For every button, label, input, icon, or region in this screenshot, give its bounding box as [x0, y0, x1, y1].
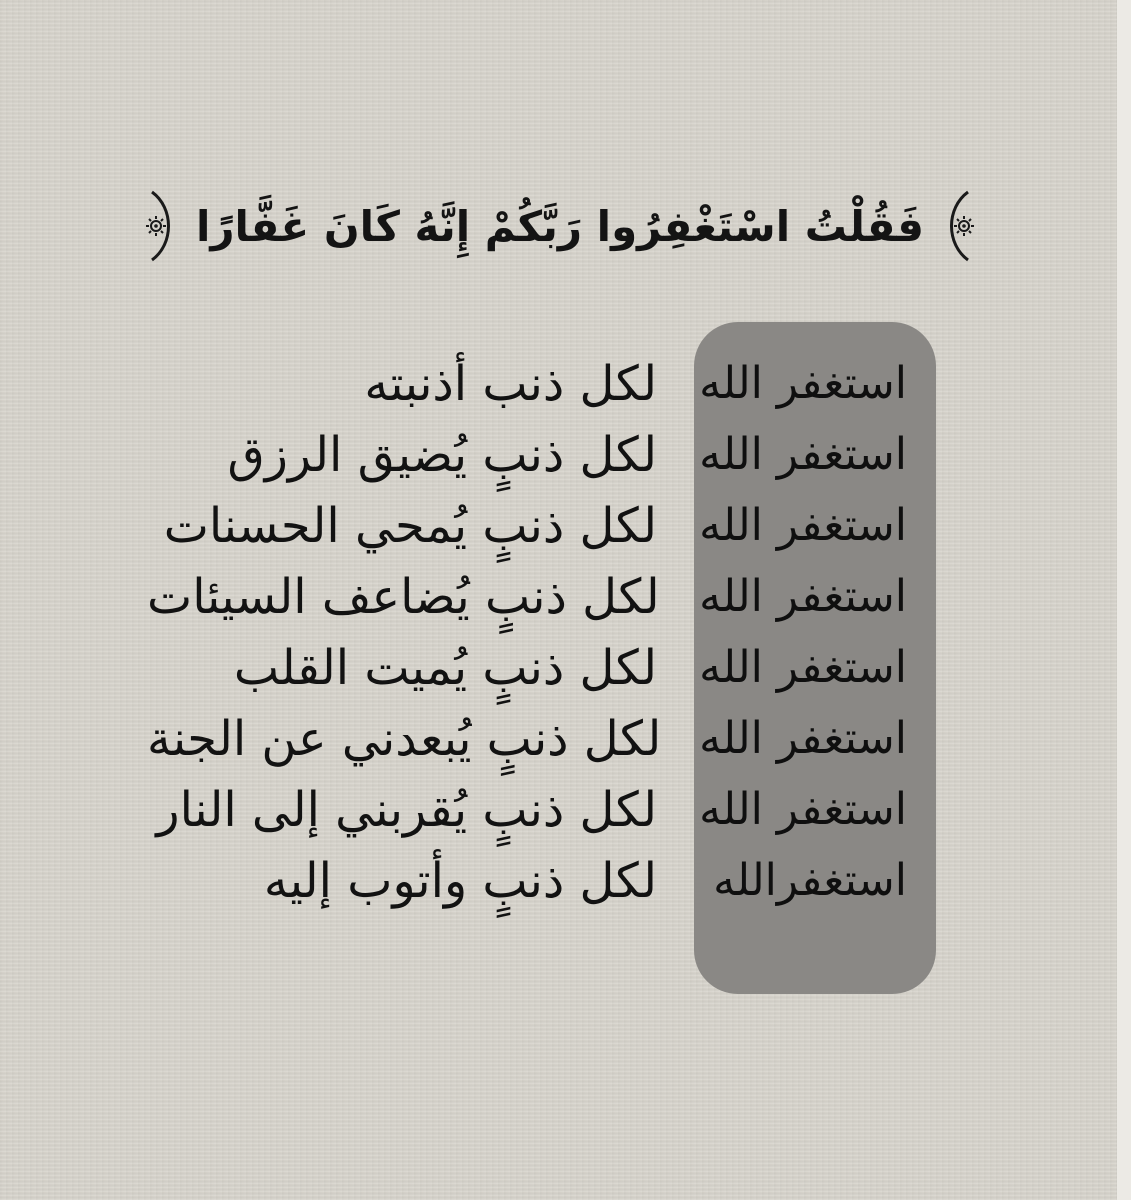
list-item	[147, 490, 907, 561]
decorative-bracket-icon	[938, 188, 982, 264]
list-item	[147, 845, 907, 916]
istighfar-label: استغفر الله	[699, 429, 907, 480]
list-item	[147, 419, 907, 490]
line-text: لكل ذنبٍ يُميت القلب	[233, 639, 657, 696]
istighfar-label: استغفر الله	[699, 784, 907, 835]
line-text: لكل ذنبٍ يُضيق الرزق	[227, 426, 657, 483]
list-item	[147, 703, 907, 774]
istighfar-label: استغفر الله	[699, 642, 907, 693]
quran-verse-heading	[150, 188, 970, 264]
istighfar-label: استغفر الله	[699, 500, 907, 551]
verse-text: فَقُلْتُ اسْتَغْفِرُوا رَبَّكُمْ إِنَّهُ كَانَ غَفَّارًا	[195, 201, 925, 251]
line-text: لكل ذنب أذنبته	[364, 355, 657, 412]
right-edge-strip	[1117, 0, 1131, 1200]
list-item	[147, 774, 907, 845]
line-text: لكل ذنبٍ يُمحي الحسنات	[163, 497, 657, 554]
istighfar-label: استغفرالله	[713, 855, 907, 906]
line-text: لكل ذنبٍ يُضاعف السيئات	[147, 568, 660, 625]
istighfar-list	[147, 348, 907, 916]
decorative-bracket-icon	[138, 188, 182, 264]
list-item	[147, 561, 907, 632]
istighfar-label: استغفر الله	[699, 358, 907, 409]
list-item	[147, 632, 907, 703]
istighfar-label: استغفر الله	[699, 713, 907, 764]
list-item	[147, 348, 907, 419]
line-text: لكل ذنبٍ وأتوب إليه	[263, 852, 657, 909]
istighfar-label: استغفر الله	[699, 571, 907, 622]
line-text: لكل ذنبٍ يُبعدني عن الجنة	[147, 710, 662, 767]
line-text: لكل ذنبٍ يُقربني إلى النار	[156, 781, 657, 838]
